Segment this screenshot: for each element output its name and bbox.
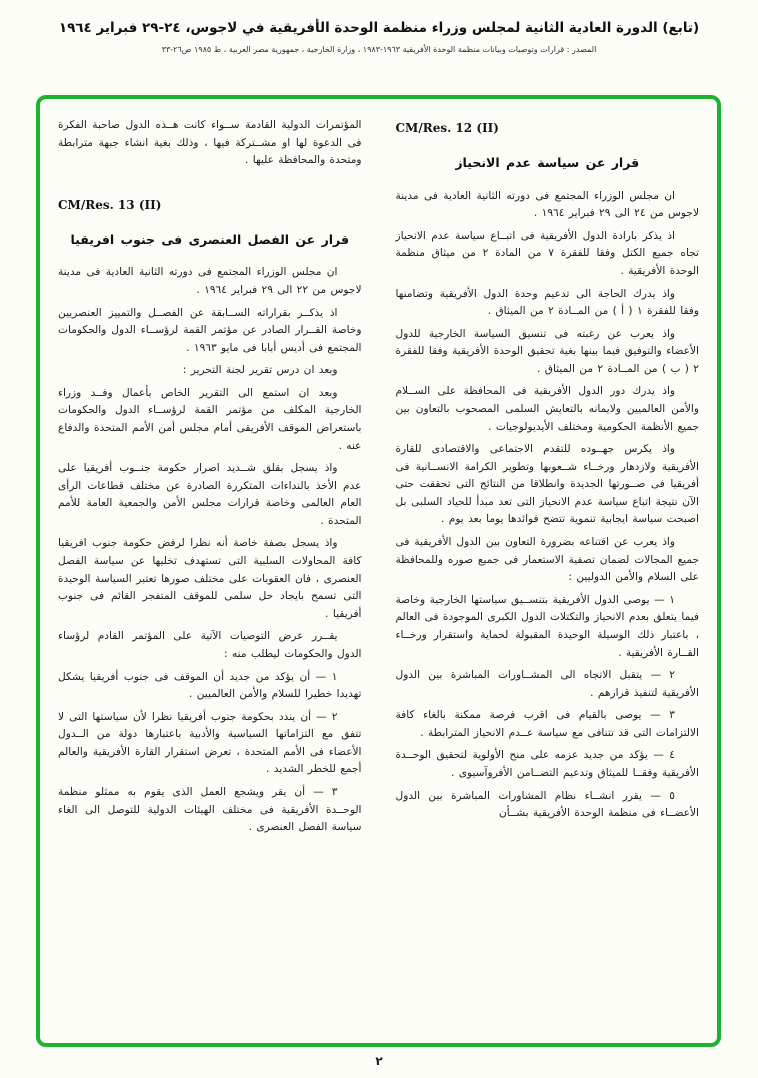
paragraph: ٤ — يؤكد من جديد عزمه على منح الأولوية لتحقيق الوحــدة الأفريقية وفقــا للميثاق وتدعيم التضــامن الأفروآسيوى . xyxy=(395,749,699,779)
paragraph: ١ — أن يؤكد من جديد أن الموقف فى جنوب أفريقيا يشكل تهديدا خطيرا للسلام والأمن العالميين . xyxy=(58,670,362,701)
paragraph: اذ يذكر بارادة الدول الأفريقية فى اتبــاع سياسة عدم الانحياز تجاه جميع الكتل وفقا للفقرة ٧ من المادة ٢ من ميثاق منظمة الوحدة الأفريقية . xyxy=(395,229,699,277)
paragraph: ٣ — أن يقر ويشجع العمل الذى يقوم به ممثلو منظمة الوحــدة الأفريقية فى مختلف الهيئات الدولية للتوصل الى الغاء سياسة الفصل العنصرى . xyxy=(58,786,362,834)
continuation-paragraph: المؤتمرات الدولية القادمة ســواء كانت هــذه الدول صاحبة الفكرة فى الدعوة لها او مشــتركة فيها ، وذلك بغية انشاء جبهة مترابطة ومتحدة والمحافظة عليها . xyxy=(58,119,362,167)
paragraph: ٥ — يقرر انشــاء نظام المشاورات المباشرة بين الدول الأعضــاء فى منظمة الوحدة الأفريقية بشــأن xyxy=(395,789,699,820)
paragraph: واذ يعرب عن اقتناعه بضرورة التعاون بين الدول الأفريقية فى جميع المجالات لضمان تصفية الاستعمار فى جميع صوره وللمحافظة على السلام والأمن الدوليين : xyxy=(395,536,699,584)
paragraph: واذ يدرك الحاجة الى تدعيم وحدة الدول الأفريقية وتضامنها وفقا للفقرة ١ ( أ ) من المــادة ٢ من الميثاق . xyxy=(395,287,699,318)
paragraph: ٢ — أن يندد بحكومة جنوب أفريقيا نظرا لأن سياستها التى لا تتفق مع التزاماتها السياسية والأدبية باعتبارها دولة من الــدول الأعضاء فى الأمم المتحدة ، تعرض استقرار القارة الأفريقية والعالم أجمع للخطر الشديد . xyxy=(58,710,362,776)
paragraph: اذ يذكــر بقراراته الســابقة عن الفصــل والتمييز العنصريين وخاصة القــرار الصادر عن مؤتمر القمة لرؤســاء الدول والحكومات المجتمع فى أديس أبابا فى مايو ١٩٦٣ . xyxy=(58,306,362,354)
resolution-12-title: قرار عن سياسة عدم الانحياز xyxy=(455,154,640,170)
paragraph: واذ يسجل بصفة خاصة أنه نظرا لرفض حكومة جنوب افريقيا كافة المحاولات السلبية التى تستهدف تخليها عن سياسة الفصل العنصرى ، فان العقوبات على مختلف صورها تعتبر السياسة الوحيدة التى تسمح بايجاد حل سلمى للموقف المتفجر القائم فى جنوب أفريقيا . xyxy=(58,537,362,620)
page-number: ٢ xyxy=(375,1054,383,1068)
paragraph: يقــرر عرض التوصيات الآتية على المؤتمر القادم لرؤساء الدول والحكومات ليطلب منه : xyxy=(58,630,362,660)
resolution-13-title: قرار عن الفصل العنصرى فى جنوب افريقيا xyxy=(70,231,350,247)
resolution-12-id: CM/Res. 12 (II) xyxy=(395,121,499,135)
column-right-res12 xyxy=(396,117,700,1033)
paragraph: ٢ — يتقبل الاتجاه الى المشــاورات المباشرة بين الدول الأفريقية لتنفيذ قرارهم . xyxy=(395,669,699,699)
column-left-res13 xyxy=(58,117,362,1033)
paragraph: واذ يكرس جهــوده للتقدم الاجتماعى والاقتصادى للقارة الأفريقية ولازدهار ورخــاء شــعوبها وتطوير الكرامة الانســانية فى أفريقيا فى صــورتها الجديدة وانطلاقا من النتائج التى تحققت حتى الآن نتيجة اتباع سياسة عدم الانحياز التى تعد مبدأ للحياد السلبى بل اصبحت سياسة ايجابية تنموية تتضح فوائدها يوما بعد يوم . xyxy=(395,443,699,526)
page-header xyxy=(0,0,758,54)
paragraph: واذ يدرك دور الدول الأفريقية فى المحافظة على الســلام والأمن العالميين ولايمانه بالتعايش السلمى المصحوب بالتعاون بين جميع الأنظمة الحكومية ومختلف الأيديولوجيات . xyxy=(395,385,699,433)
page-header-title: (تابع) الدورة العادية الثانية لمجلس وزراء منظمة الوحدة الأفريقية في لاجوس، ٢٤-٢٩ فبراير ١٩٦٤ xyxy=(58,20,700,36)
two-column-layout xyxy=(58,117,699,1033)
paragraph: ان مجلس الوزراء المجتمع فى دورته الثانية العادية فى مدينة لاجوس من ٢٤ الى ٢٩ فبراير ١٩٦٤ . xyxy=(395,189,699,220)
paragraph: ٣ — يوصى بالقيام فى اقرب فرصة ممكنة بالغاء كافة الالتزامات التى قد تتنافى مع سياسة عــدم الانحياز المترابطة . xyxy=(395,709,699,739)
paragraph: وبعد ان استمع الى التقرير الخاص بأعمال وفــد وزراء الخارجية المكلف من مؤتمر القمة لرؤســاء الدول والحكومات باستعراض الموقف الأفريقى أمام مجلس أمن الأمم المتحدة والدفاع عنه . xyxy=(58,386,362,452)
paragraph: وبعد ان درس تقرير لجنة التحرير : xyxy=(182,364,338,377)
source-line: المصدر : قرارات وتوصيات وبيانات منظمة الوحدة الأفريقية ١٩٦٣-١٩٨٣ ، وزارة الخارجية ، جمهورية مصر العربية ، ط ١٩٨٥ ص٢٦-٣٣ xyxy=(161,45,597,54)
green-border-frame xyxy=(36,95,721,1047)
paragraph: واذ يسجل بقلق شــديد اصرار حكومة جنــوب أفريقيا على عدم الأخذ بالنداءات المتكررة الصادرة عن مختلف قطاعات الرأى العام العالمى وخاصة قرارات مجلس الأمن والجمعية العامة للأمم المتحدة . xyxy=(58,462,362,527)
paragraph: ان مجلس الوزراء المجتمع فى دورته الثانية العادية فى مدينة لاجوس من ٢٢ الى ٢٩ فبراير ١٩٦٤ . xyxy=(58,266,362,296)
paragraph: ١ — يوصى الدول الأفريقية بتنســيق سياستها الخارجية وخاصة فيما يتعلق بعدم الانحياز والتكتلات الدول الكبرى الموجودة فى العالم ، باعتبار ذلك الوسيلة الوحيدة المقبولة لحماية واستقرار ورخــاء القــارة الأفريقية . xyxy=(395,593,699,659)
paragraph: واذ يعرب عن رغبته فى تنسيق السياسة الخارجية للدول الأعضاء والتوفيق فيما بينها بغية تحقيق الوحدة الأفريقية وفقا للفقرة ٢ ( ب ) من المــادة ٢ من الميثاق . xyxy=(395,327,699,375)
resolution-13-id: CM/Res. 13 (II) xyxy=(58,197,162,212)
